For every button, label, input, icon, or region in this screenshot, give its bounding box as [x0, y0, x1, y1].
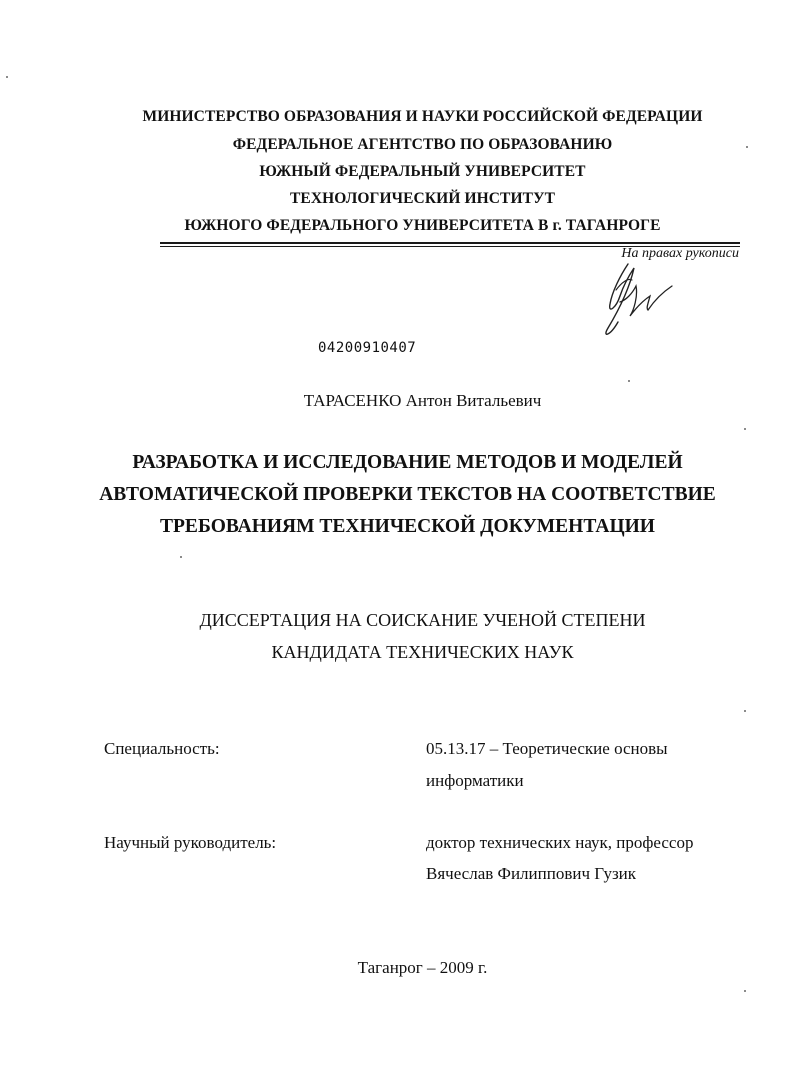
- scan-speck: [628, 380, 630, 382]
- specialty-label: Специальность:: [104, 739, 220, 758]
- header-divider-thick: [160, 242, 740, 244]
- supervisor-name: Вячеслав Филиппович Гузик: [426, 864, 637, 883]
- scan-speck: [180, 556, 182, 558]
- dissertation-title-line: ТРЕБОВАНИЯМ ТЕХНИЧЕСКОЙ ДОКУМЕНТАЦИИ: [160, 516, 655, 537]
- header-agency: ФЕДЕРАЛЬНОЕ АГЕНТСТВО ПО ОБРАЗОВАНИЮ: [232, 136, 613, 153]
- degree-line: ДИССЕРТАЦИЯ НА СОИСКАНИЕ УЧЕНОЙ СТЕПЕНИ: [199, 610, 646, 630]
- supervisor-degree: доктор технических наук, профессор: [426, 833, 694, 852]
- scan-speck: [746, 146, 748, 148]
- specialty-value: 05.13.17 – Теоретические основы: [426, 739, 668, 758]
- dissertation-title-line: АВТОМАТИЧЕСКОЙ ПРОВЕРКИ ТЕКСТОВ НА СООТВЕТСТВИЕ: [99, 484, 716, 505]
- place-and-year: Таганрог – 2009 г.: [357, 958, 488, 977]
- scan-speck: [744, 710, 746, 712]
- header-institute-city: ЮЖНОГО ФЕДЕРАЛЬНОГО УНИВЕРСИТЕТА В г. ТАГАНРОГЕ: [184, 217, 661, 234]
- signature-icon: [590, 256, 690, 346]
- registration-number: 04200910407: [318, 340, 417, 356]
- scan-speck: [6, 76, 8, 78]
- header-ministry: МИНИСТЕРСТВО ОБРАЗОВАНИЯ И НАУКИ РОССИЙСКОЙ ФЕДЕРАЦИИ: [142, 108, 703, 125]
- scan-speck: [744, 990, 746, 992]
- manuscript-rights-note: На правах рукописи: [621, 246, 739, 261]
- scan-speck: [744, 428, 746, 430]
- supervisor-label: Научный руководитель:: [104, 833, 277, 852]
- header-institute: ТЕХНОЛОГИЧЕСКИЙ ИНСТИТУТ: [289, 190, 556, 207]
- dissertation-title-line: РАЗРАБОТКА И ИССЛЕДОВАНИЕ МЕТОДОВ И МОДЕЛЕЙ: [132, 452, 683, 473]
- specialty-value-continued: информатики: [426, 771, 524, 790]
- header-university: ЮЖНЫЙ ФЕДЕРАЛЬНЫЙ УНИВЕРСИТЕТ: [259, 163, 586, 180]
- degree-line: КАНДИДАТА ТЕХНИЧЕСКИХ НАУК: [271, 642, 574, 662]
- author-name: ТАРАСЕНКО Антон Витальевич: [303, 391, 542, 410]
